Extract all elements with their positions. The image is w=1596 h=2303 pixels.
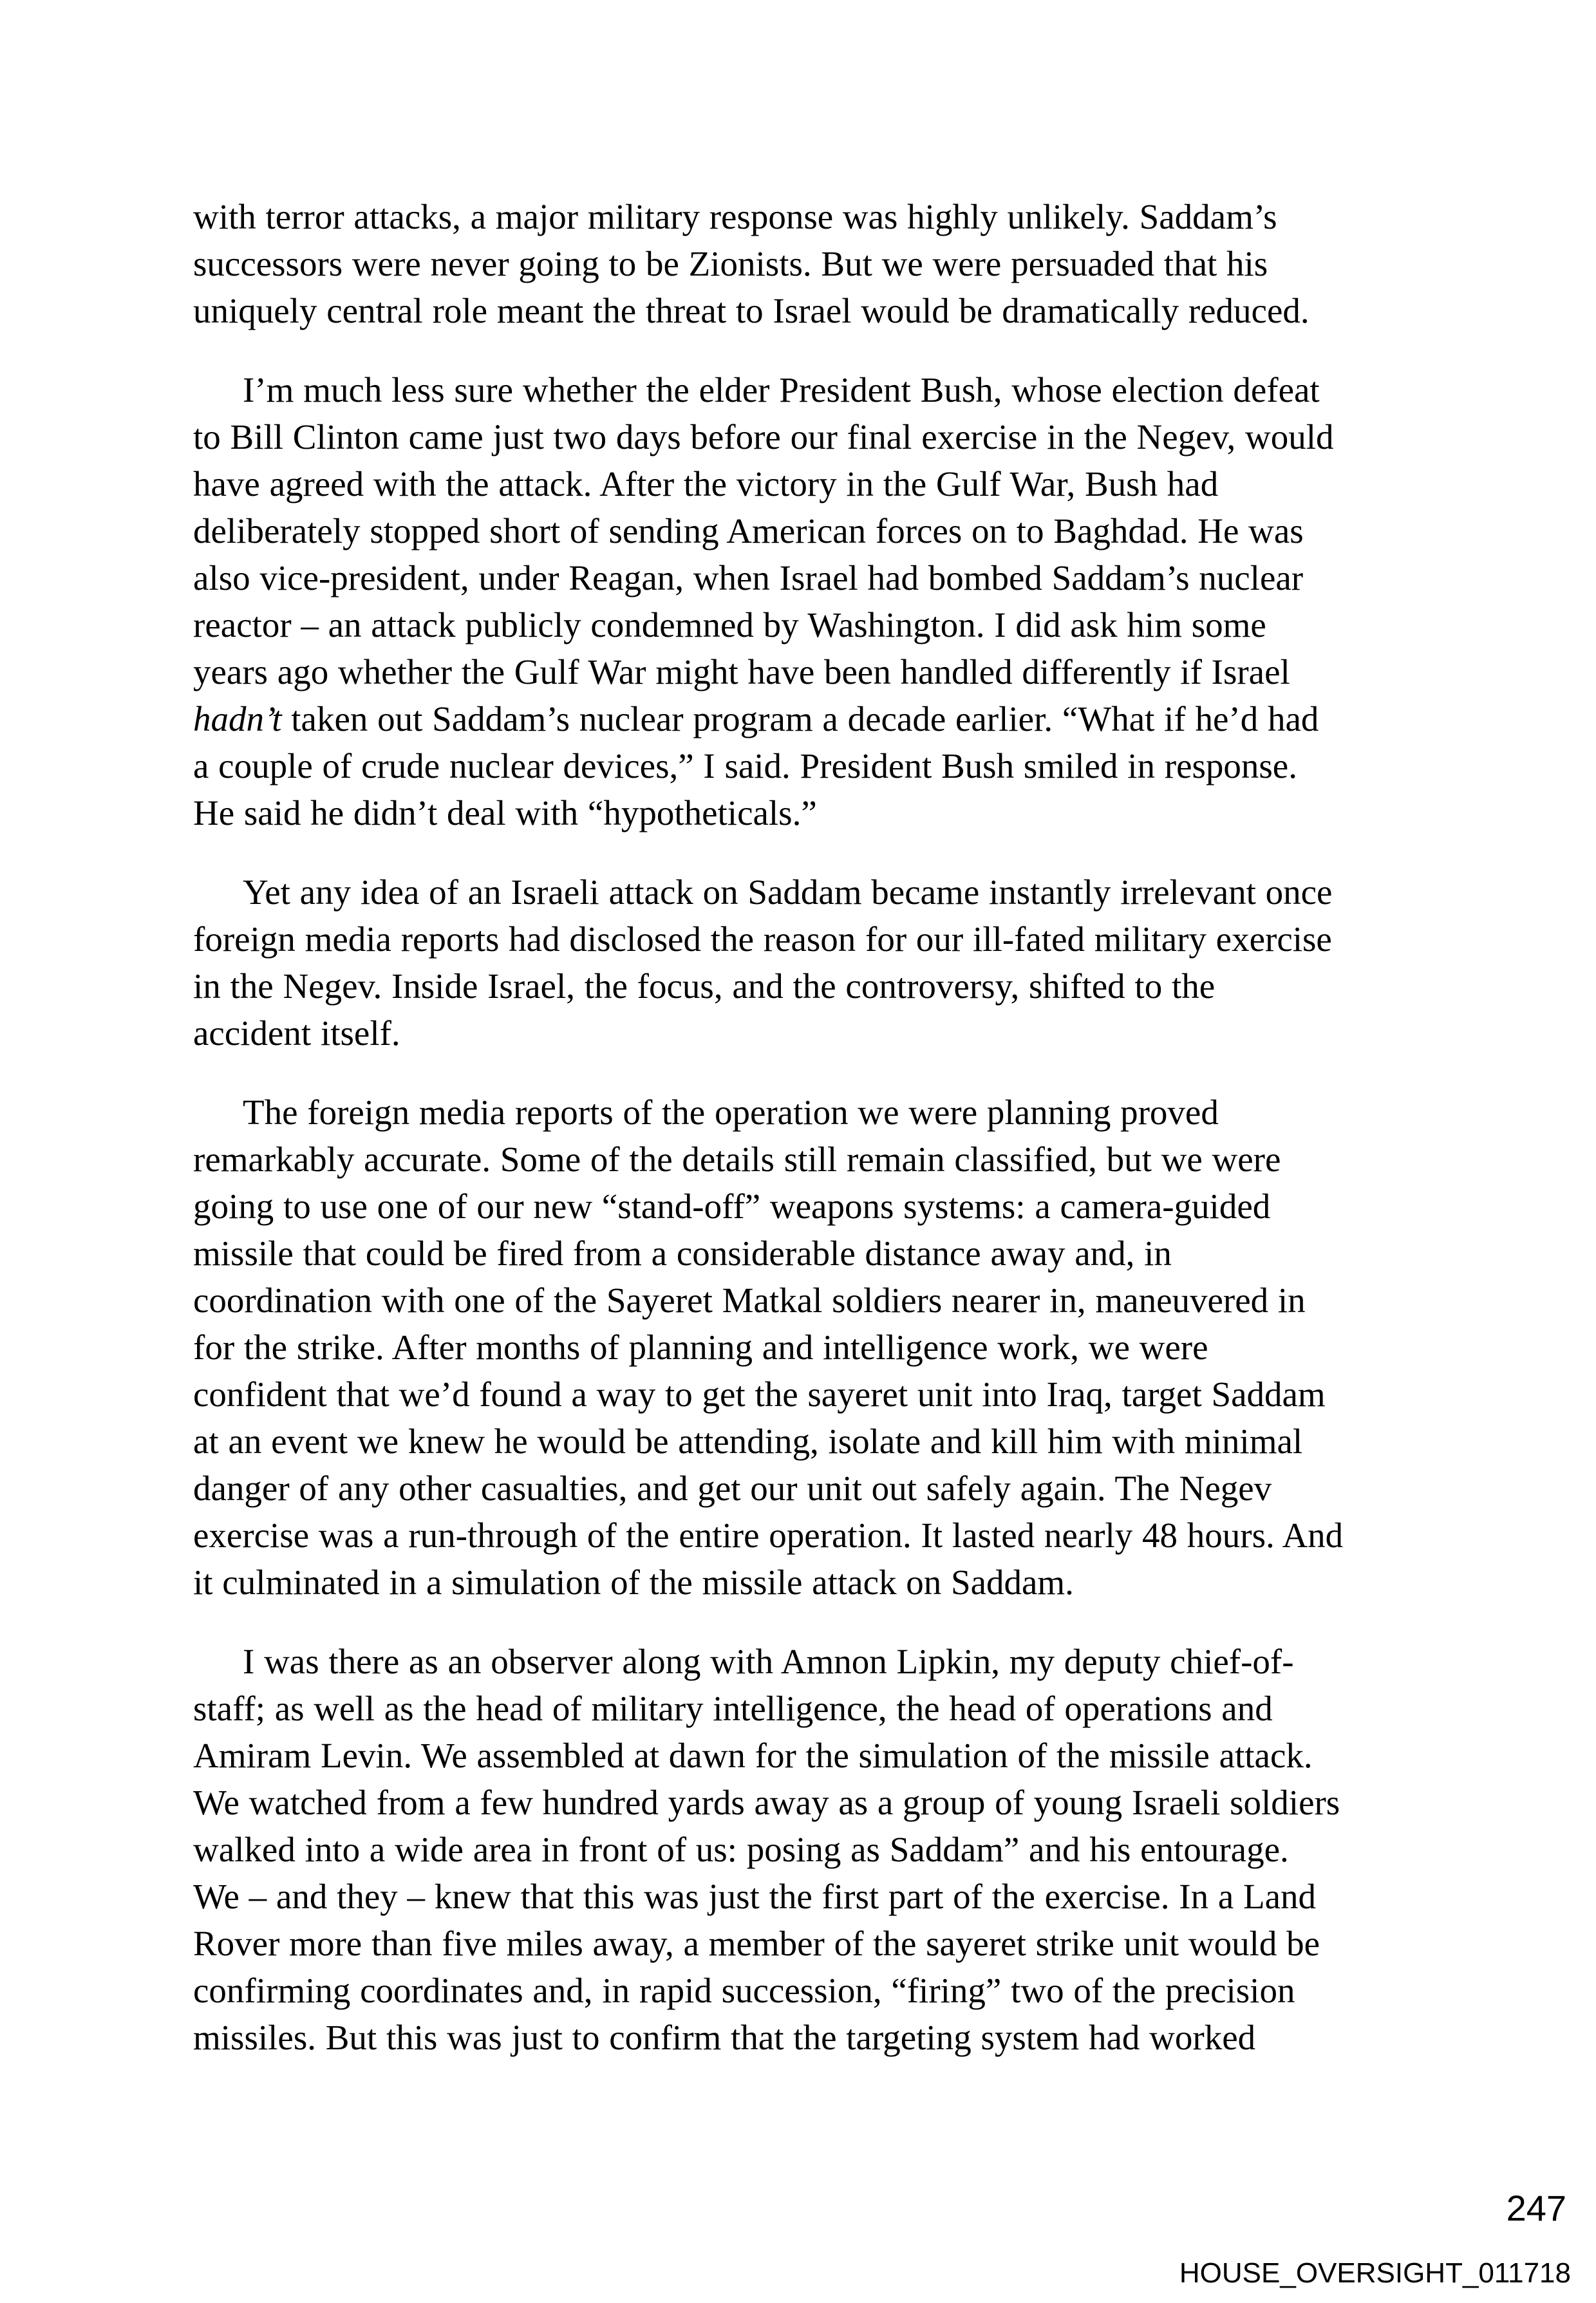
- text-line: staff; as well as the head of military intelligence, the head of operations and: [193, 1689, 1273, 1728]
- text-line: uniquely central role meant the threat to Israel would be dramatically reduced.: [193, 291, 1310, 330]
- text-line: accident itself.: [193, 1013, 400, 1053]
- text-line: at an event we knew he would be attending, isolate and kill him with minimal: [193, 1422, 1303, 1461]
- text-line: walked into a wide area in front of us: posing as Saddam” and his entourage.: [193, 1830, 1289, 1869]
- text-line: deliberately stopped short of sending American forces on to Baghdad. He was: [193, 511, 1304, 550]
- text-line: Rover more than five miles away, a member of the sayeret strike unit would be: [193, 1924, 1320, 1963]
- italic-text: hadn’t: [193, 699, 282, 738]
- text-line: hadn’t taken out Saddam’s nuclear program a decade earlier. “What if he’d had: [193, 699, 1319, 738]
- text-line: to Bill Clinton came just two days before our final exercise in the Negev, would: [193, 417, 1334, 456]
- text-line: I’m much less sure whether the elder President Bush, whose election defeat: [243, 370, 1320, 409]
- text-line: confident that we’d found a way to get the sayeret unit into Iraq, target Saddam: [193, 1375, 1326, 1414]
- text-line: remarkably accurate. Some of the details still remain classified, but we were: [193, 1140, 1281, 1179]
- text-line: We – and they – knew that this was just the first part of the exercise. In a Land: [193, 1877, 1317, 1916]
- bates-stamp: HOUSE_OVERSIGHT_011718: [1179, 2257, 1571, 2289]
- text-line: have agreed with the attack. After the victory in the Gulf War, Bush had: [193, 464, 1219, 503]
- text-line: it culminated in a simulation of the missile attack on Saddam.: [193, 1563, 1074, 1602]
- text-line: I was there as an observer along with Amnon Lipkin, my deputy chief-of-: [243, 1642, 1294, 1681]
- paragraph: [193, 366, 1436, 836]
- text-line: going to use one of our new “stand-off” weapons systems: a camera-guided: [193, 1187, 1271, 1226]
- text-line: danger of any other casualties, and get our unit out safely again. The Negev: [193, 1469, 1272, 1508]
- text-line: for the strike. After months of planning and intelligence work, we were: [193, 1328, 1208, 1367]
- text-line: in the Negev. Inside Israel, the focus, and the controversy, shifted to the: [193, 966, 1216, 1006]
- text-line: foreign media reports had disclosed the reason for our ill-fated military exercise: [193, 919, 1332, 959]
- text-line: The foreign media reports of the operation we were planning proved: [243, 1093, 1219, 1132]
- text-line: with terror attacks, a major military response was highly unlikely. Saddam’s: [193, 197, 1277, 236]
- text-line: also vice-president, under Reagan, when Israel had bombed Saddam’s nuclear: [193, 558, 1304, 597]
- body-text: [193, 193, 1436, 2061]
- text-line: coordination with one of the Sayeret Matkal soldiers nearer in, maneuvered in: [193, 1281, 1306, 1320]
- text-line: missile that could be fired from a considerable distance away and, in: [193, 1234, 1172, 1273]
- text-line: reactor – an attack publicly condemned by Washington. I did ask him some: [193, 605, 1266, 644]
- page-number: 247: [1506, 2188, 1566, 2228]
- text-line: Yet any idea of an Israeli attack on Saddam became instantly irrelevant once: [243, 872, 1333, 912]
- text-line: exercise was a run-through of the entire operation. It lasted nearly 48 hours. And: [193, 1516, 1344, 1555]
- paragraph: [193, 1638, 1436, 2061]
- text-line: He said he didn’t deal with “hypotheticals.”: [193, 793, 817, 832]
- text-line: years ago whether the Gulf War might have been handled differently if Israel: [193, 652, 1290, 691]
- text-line: successors were never going to be Zionists. But we were persuaded that his: [193, 244, 1268, 283]
- paragraph: [193, 869, 1436, 1057]
- text-line: missiles. But this was just to confirm that the targeting system had worked: [193, 2018, 1256, 2057]
- text-line: Amiram Levin. We assembled at dawn for the simulation of the missile attack.: [193, 1736, 1313, 1775]
- paragraph: [193, 1089, 1436, 1606]
- text-line: confirming coordinates and, in rapid succession, “firing” two of the precision: [193, 1971, 1295, 2010]
- text-line: a couple of crude nuclear devices,” I said. President Bush smiled in response.: [193, 746, 1297, 785]
- paragraph: [193, 193, 1436, 334]
- text-line: We watched from a few hundred yards away as a group of young Israeli soldiers: [193, 1783, 1340, 1822]
